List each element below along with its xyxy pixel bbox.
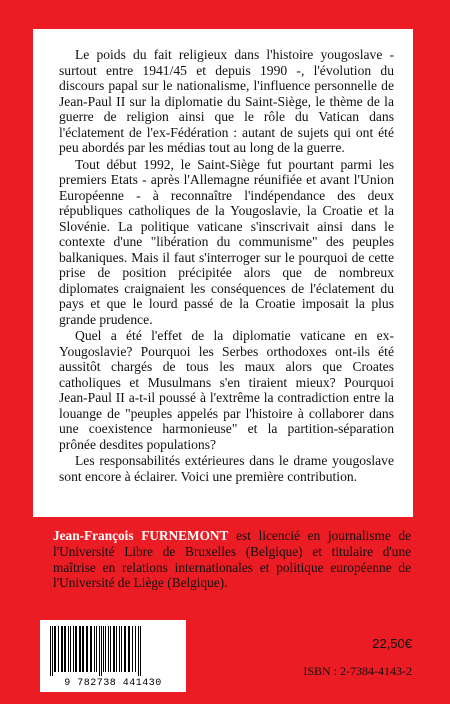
barcode-bar xyxy=(128,626,130,672)
barcode-bar xyxy=(113,626,115,672)
barcode-bar xyxy=(61,626,63,672)
barcode-bar xyxy=(110,626,111,672)
barcode-bar xyxy=(96,626,97,672)
barcode-bar xyxy=(121,626,122,672)
barcode-bar xyxy=(64,626,66,672)
barcode-bar xyxy=(140,626,141,676)
barcode-bar xyxy=(135,626,136,672)
barcode-bar xyxy=(99,626,100,676)
blurb-panel xyxy=(33,29,413,517)
barcode-bar xyxy=(82,626,84,672)
blurb-paragraph-1: Le poids du fait religieux dans l'histoire yougoslave - surtout entre 1941/45 et depuis 1990 -, l'évolution du discours papal sur le nationalisme, l'influence personnelle de Jean-Paul II sur la diplomatie du Saint-Siège, le thème de la guerre de religion ainsi que le rôle du Vatican dans l'éclatement de l'ex-Fédération : autant de sujets qui ont été peu abordés par les médias tout au long de la guerre. xyxy=(59,47,394,155)
barcode-bar xyxy=(94,626,95,672)
author-name: Jean-François FURNEMONT xyxy=(53,528,229,543)
barcode-bar xyxy=(101,626,102,676)
barcode-bar xyxy=(138,626,139,676)
barcode-bar xyxy=(105,626,106,672)
barcode-bar xyxy=(58,626,59,672)
barcode-bar xyxy=(132,626,133,672)
isbn: ISBN : 2-7384-4143-2 xyxy=(303,664,412,678)
barcode-bar xyxy=(50,626,51,676)
blurb-paragraph-2: Tout début 1992, le Saint-Siège fut pourtant parmi les premiers Etats - après l'Allemagne réunifiée et avant l'Union Européenne - à reconnaître l'indépendance des deux républiques catholiques de la Yougoslavie, la Croatie et la Slovénie. La politique vaticane s'inscrivait ainsi dans le contexte d'une "libération du communisme" des peuples balkaniques. Mais il faut s'interroger sur le pourquoi de cette prise de position précipitée alors que de nombreux diplomates craignaient les conséquences de l'éclatement du pays et que le lourd passé de la Croatie imposait la plus grande prudence. xyxy=(59,156,394,327)
barcode-bar xyxy=(119,626,120,672)
barcode-bar xyxy=(52,626,53,676)
barcode-bar xyxy=(90,626,92,672)
author-bio xyxy=(53,528,411,591)
barcode-bar xyxy=(108,626,109,672)
barcode-bar xyxy=(73,626,74,672)
barcode-bar xyxy=(54,626,56,672)
barcode-number: 9 782738 441430 xyxy=(64,678,162,689)
barcode xyxy=(40,620,186,692)
blurb-paragraph-4: Les responsabilités extérieures dans le drame yougoslave sont encore à éclairer. Voici une première contribution. xyxy=(59,453,394,484)
barcode-bar xyxy=(116,626,117,672)
barcode-bar xyxy=(86,626,88,672)
barcode-bar xyxy=(103,626,104,672)
barcode-bar xyxy=(68,626,69,672)
barcode-bar xyxy=(79,626,81,672)
price: 22,50€ xyxy=(372,636,412,651)
barcode-bar xyxy=(70,626,71,672)
author-bio-text: est licencié en journalisme de l'Université Libre de Bruxelles (Belgique) et titulaire d'une maîtrise en relations internationales et politique européenne de l'Université de Liège (Belgique). xyxy=(53,528,412,591)
barcode-bars xyxy=(46,626,180,678)
barcode-bar xyxy=(124,626,126,672)
barcode-bar xyxy=(75,626,77,672)
blurb-paragraph-3: Quel a été l'effet de la diplomatie vaticane en ex-Yougoslavie? Pourquoi les Serbes orthodoxes ont-ils été aussitôt chargés de tous les maux alors que Croates catholiques et Musulmans s'en tiraient mieux? Pourquoi Jean-Paul II a-t-il poussé à l'extrême la contradiction entre la louange de "peuples appelés par l'histoire à collaborer dans une coexistence harmonieuse" et la partition-séparation prônée desdites populations? xyxy=(59,328,394,452)
